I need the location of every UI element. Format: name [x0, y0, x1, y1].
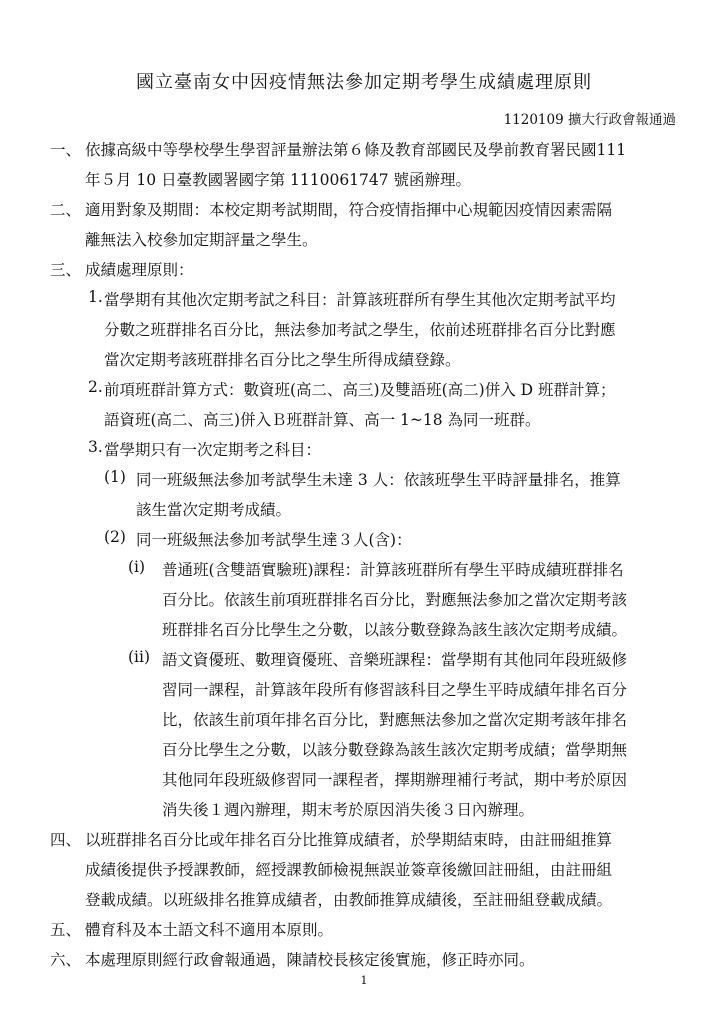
text-line: 百分比學生之分數，以該分數登錄為該生該次定期考成績；當學期無	[162, 741, 628, 759]
text-line: 普通班(含雙語實驗班)課程：計算該班群所有學生平時成績班群排名	[162, 561, 624, 579]
subitem-marker: (2)	[104, 528, 126, 546]
section-marker: 三、	[50, 261, 82, 279]
document-title: 國立臺南女中因疫情無法參加定期考學生成績處理原則	[136, 72, 592, 93]
text-line: 當學期有其他次定期考試之科目：計算該班群所有學生其他次定期考試平均	[104, 291, 616, 309]
text-line: 依據高級中等學校學生學習評量辦法第６條及教育部國民及學前教育署民國111	[85, 141, 627, 159]
text-line: 習同一課程，計算該年段所有修習該科目之學生平時成績年排名百分	[162, 681, 628, 699]
subsub-marker: (ii)	[128, 648, 151, 666]
subitem-marker: (1)	[104, 468, 126, 486]
text-line: 比，依該生前項年排名百分比，對應無法參加之當次定期考該年排名	[162, 711, 628, 729]
text-line: 班群排名百分比學生之分數，以該分數登錄為該生該次定期考成績。	[162, 621, 628, 639]
text-line: 年５月 10 日臺教國署國字第 1110061747 號函辦理。	[85, 171, 472, 189]
text-line: 登載成績。以班級排名推算成績者，由教師推算成績後，至註冊組登載成績。	[85, 891, 613, 909]
text-line: 分數之班群排名百分比，無法參加考試之學生，依前述班群排名百分比對應	[104, 321, 616, 339]
text-line: 成績處理原則：	[85, 261, 194, 279]
text-line: 當學期只有一次定期考之科目：	[104, 441, 322, 459]
item-marker: 1.	[88, 288, 103, 306]
text-line: 語文資優班、數理資優班、音樂班課程：當學期有其他同年段班級修	[162, 651, 628, 669]
text-line: 消失後１週內辦理，期末考於原因消失後３日內辦理。	[162, 801, 535, 819]
page-number: 1	[360, 974, 368, 987]
text-line: 成績後提供予授課教師，經授課教師檢視無誤並簽章後繳回註冊組，由註冊組	[85, 861, 613, 879]
section-marker: 一、	[50, 141, 82, 159]
approval-note: 1120109 擴大行政會報通過	[503, 112, 676, 128]
text-line: 前項班群計算方式：數資班(高二、高三)及雙語班(高二)併入 D 班群計算；	[104, 381, 616, 399]
section-marker: 二、	[50, 201, 82, 219]
text-line: 以班群排名百分比或年排名百分比推算成績者，於學期結束時，由註冊組推算	[85, 831, 613, 849]
text-line: 適用對象及期間：本校定期考試期間，符合疫情指揮中心規範因疫情因素需隔	[85, 201, 613, 219]
section-marker: 四、	[50, 831, 82, 849]
text-line: 該生當次定期考成績。	[136, 501, 292, 519]
subsub-marker: (i)	[128, 558, 146, 576]
text-line: 離無法入校參加定期評量之學生。	[85, 231, 318, 249]
text-line: 體育科及本土語文科不適用本原則。	[85, 921, 334, 939]
item-marker: 2.	[88, 378, 103, 396]
text-line: 語資班(高二、高三)併入Ｂ班群計算、高一 1~18 為同一班群。	[104, 411, 541, 429]
section-marker: 五、	[50, 921, 82, 939]
section-marker: 六、	[50, 951, 82, 969]
text-line: 百分比。依該生前項班群排名百分比，對應無法參加之當次定期考該	[162, 591, 628, 609]
item-marker: 3.	[88, 438, 103, 456]
text-line: 同一班級無法參加考試學生達３人(含)：	[136, 531, 412, 549]
text-line: 本處理原則經行政會報通過，陳請校長核定後實施，修正時亦同。	[85, 951, 535, 969]
text-line: 同一班級無法參加考試學生未達 3 人：依該班學生平時評量排名，推算	[136, 471, 621, 489]
text-line: 當次定期考該班群排名百分比之學生所得成績登錄。	[104, 351, 461, 369]
text-line: 其他同年段班級修習同一課程者，擇期辦理補行考試，期中考於原因	[162, 771, 628, 789]
